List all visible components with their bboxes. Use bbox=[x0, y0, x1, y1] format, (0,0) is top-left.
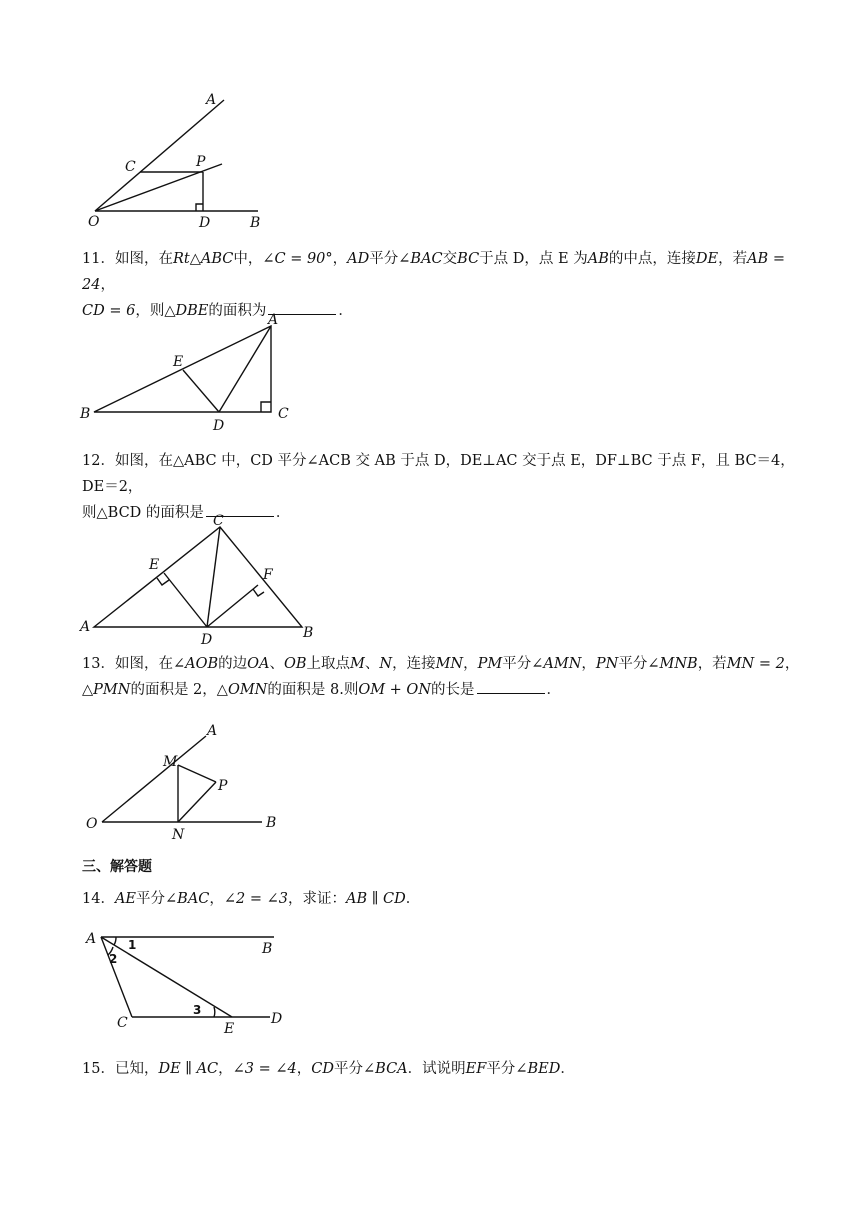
figure-triangle-bisector-cd bbox=[0, 505, 860, 648]
angle-label-3: 3 bbox=[193, 1003, 202, 1017]
figure-parallel-lines-abcd bbox=[0, 925, 860, 1035]
problem-15-text: 15．已知，DE ∥ AC，∠3 = ∠4，CD平分∠BCA．试说明EF平分∠BED． bbox=[82, 1061, 575, 1077]
angle-arc-1 bbox=[114, 937, 116, 945]
label-n: N bbox=[172, 827, 185, 843]
label-b: B bbox=[250, 215, 261, 231]
label-c: C bbox=[213, 513, 224, 529]
figure-right-triangle-abc bbox=[0, 300, 860, 440]
label-d: D bbox=[213, 418, 225, 434]
segment-de bbox=[183, 370, 219, 412]
label-b: B bbox=[303, 625, 314, 641]
label-a: A bbox=[207, 723, 218, 739]
right-angle-mark bbox=[196, 204, 203, 211]
figure-angle-bisector-p bbox=[0, 0, 860, 240]
label-e: E bbox=[224, 1021, 235, 1037]
segment-mp bbox=[178, 765, 216, 782]
segment-de bbox=[164, 573, 207, 627]
problem-12-text: 12．如图，在△ABC 中，CD 平分∠ACB 交 AB 于点 D，DE⊥AC 交于点 E，DF⊥BC 于点 F，且 BC＝4，DE＝2， 则△BCD 的面积是 ． bbox=[82, 453, 795, 521]
label-d: D bbox=[201, 632, 213, 648]
label-m: M bbox=[163, 754, 178, 770]
segment-cd bbox=[207, 527, 220, 627]
label-e: E bbox=[149, 557, 160, 573]
angle-label-1: 1 bbox=[128, 938, 137, 952]
segment-ae bbox=[101, 937, 232, 1017]
label-a: A bbox=[206, 92, 217, 108]
right-angle-mark bbox=[261, 402, 271, 412]
section-heading: 三、解答题 bbox=[82, 859, 152, 875]
label-c: C bbox=[278, 406, 289, 422]
segment-df bbox=[207, 585, 258, 627]
label-o: O bbox=[86, 816, 98, 832]
label-c: C bbox=[117, 1015, 128, 1031]
label-b: B bbox=[266, 815, 277, 831]
label-p: P bbox=[196, 154, 206, 170]
problem-11-text: 11．如图，在Rt△ABC中，∠C = 90°，AD平分∠BAC交BC于点 D，点 E 为AB的中点，连接DE，若AB = 24， CD = 6，则△DBE的面积为 ． bbox=[82, 251, 785, 319]
label-b: B bbox=[262, 941, 273, 957]
label-e: E bbox=[173, 354, 184, 370]
label-d: D bbox=[199, 215, 211, 231]
label-f: F bbox=[263, 567, 273, 583]
label-a: A bbox=[86, 931, 97, 947]
angle-label-2: 2 bbox=[109, 952, 118, 966]
label-o: O bbox=[88, 214, 100, 230]
right-angle-mark-f bbox=[253, 589, 264, 596]
problem-14-text: 14．AE平分∠BAC，∠2 = ∠3，求证：AB ∥ CD． bbox=[82, 891, 421, 907]
right-angle-mark-e bbox=[157, 578, 169, 585]
label-d: D bbox=[271, 1011, 283, 1027]
label-a: A bbox=[80, 619, 91, 635]
label-c: C bbox=[125, 159, 136, 175]
figure-angle-aob-mnp bbox=[0, 718, 860, 848]
segment-np bbox=[178, 782, 216, 822]
label-a: A bbox=[268, 312, 279, 328]
label-p: P bbox=[218, 778, 228, 794]
angle-arc-3 bbox=[214, 1007, 215, 1017]
label-b: B bbox=[80, 406, 91, 422]
problem-13-text: 13．如图，在∠AOB的边OA、OB上取点M、N，连接MN，PM平分∠AMN，PN平分∠MNB，若MN = 2， △PMN的面积是 2，△OMN的面积是 8.则OM + ON的长是 ． bbox=[82, 656, 800, 698]
answer-blank[interactable] bbox=[477, 679, 545, 694]
